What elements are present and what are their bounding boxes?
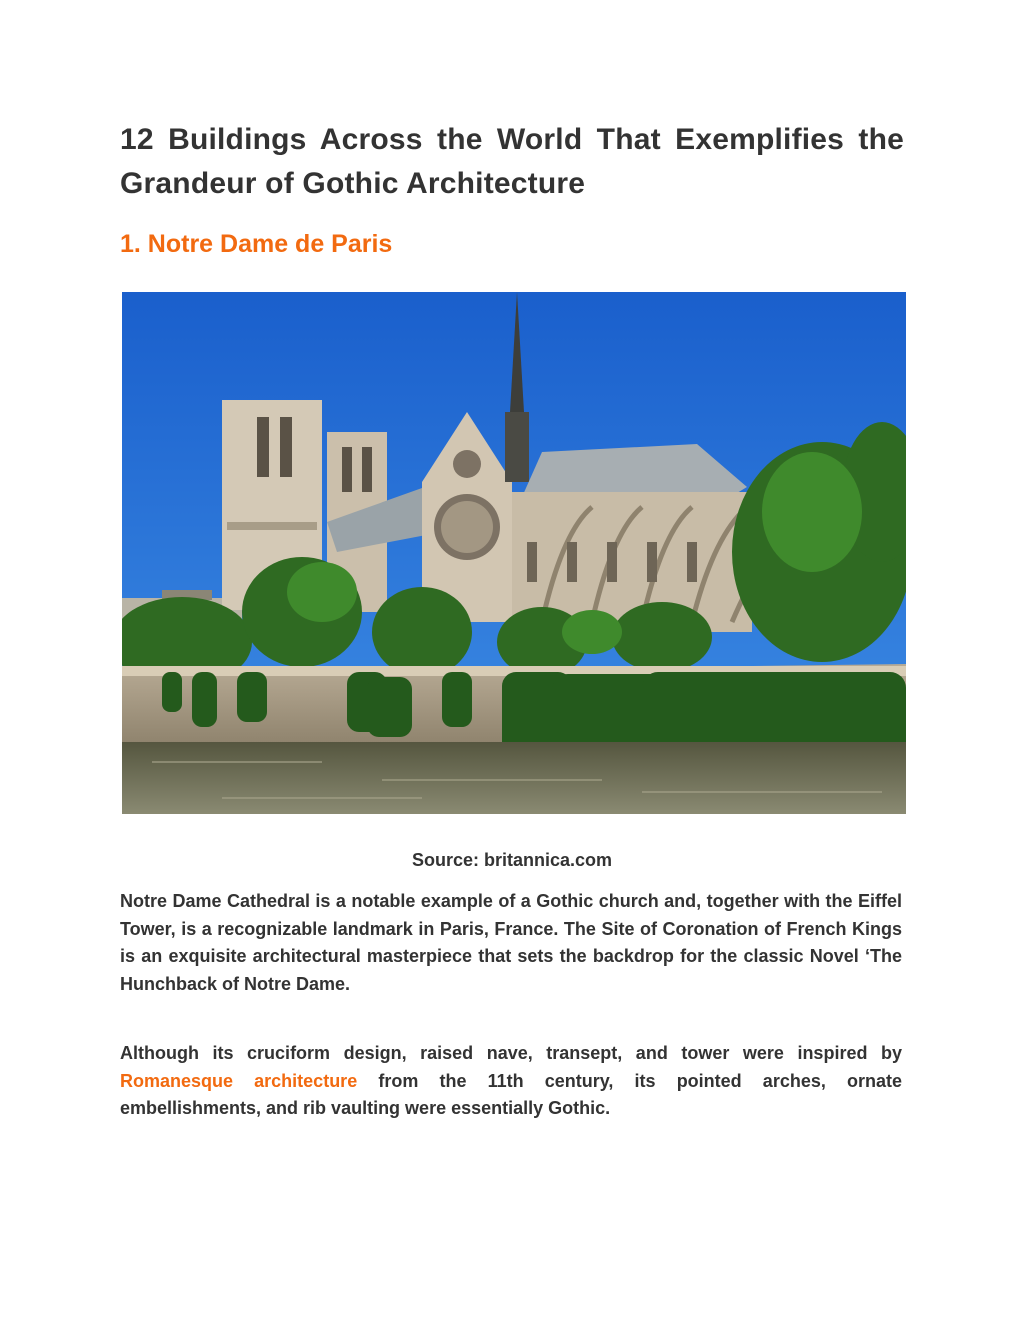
page-title: 12 Buildings Across the World That Exemplifies the Grandeur of Gothic Architecture [120, 123, 904, 200]
paragraph-text: from the 11th century, its pointed arches, ornate embellishments, and rib vaulting were essentially Gothic. [120, 1070, 902, 1118]
section-heading: 1. Notre Dame de Paris [120, 230, 393, 258]
image-caption: Source: britannica.com [411, 850, 613, 870]
paragraph-text: Although its cruciform design, raised nave, transept, and tower were inspired by [120, 1043, 902, 1063]
paragraph: Notre Dame Cathedral is a notable example of a Gothic church and, together with the Eiffel Tower, is a recognizable landmark in Paris, France. The Site of Coronation of French Kings is an exquisite architectural masterpiece that sets the backdrop for the classic Novel ‘The Hunchback of Notre Dame. [120, 891, 902, 994]
romanesque-architecture-link[interactable]: Romanesque architecture [120, 1070, 358, 1091]
paragraph [120, 1040, 902, 1123]
notre-dame-photo [122, 292, 906, 814]
